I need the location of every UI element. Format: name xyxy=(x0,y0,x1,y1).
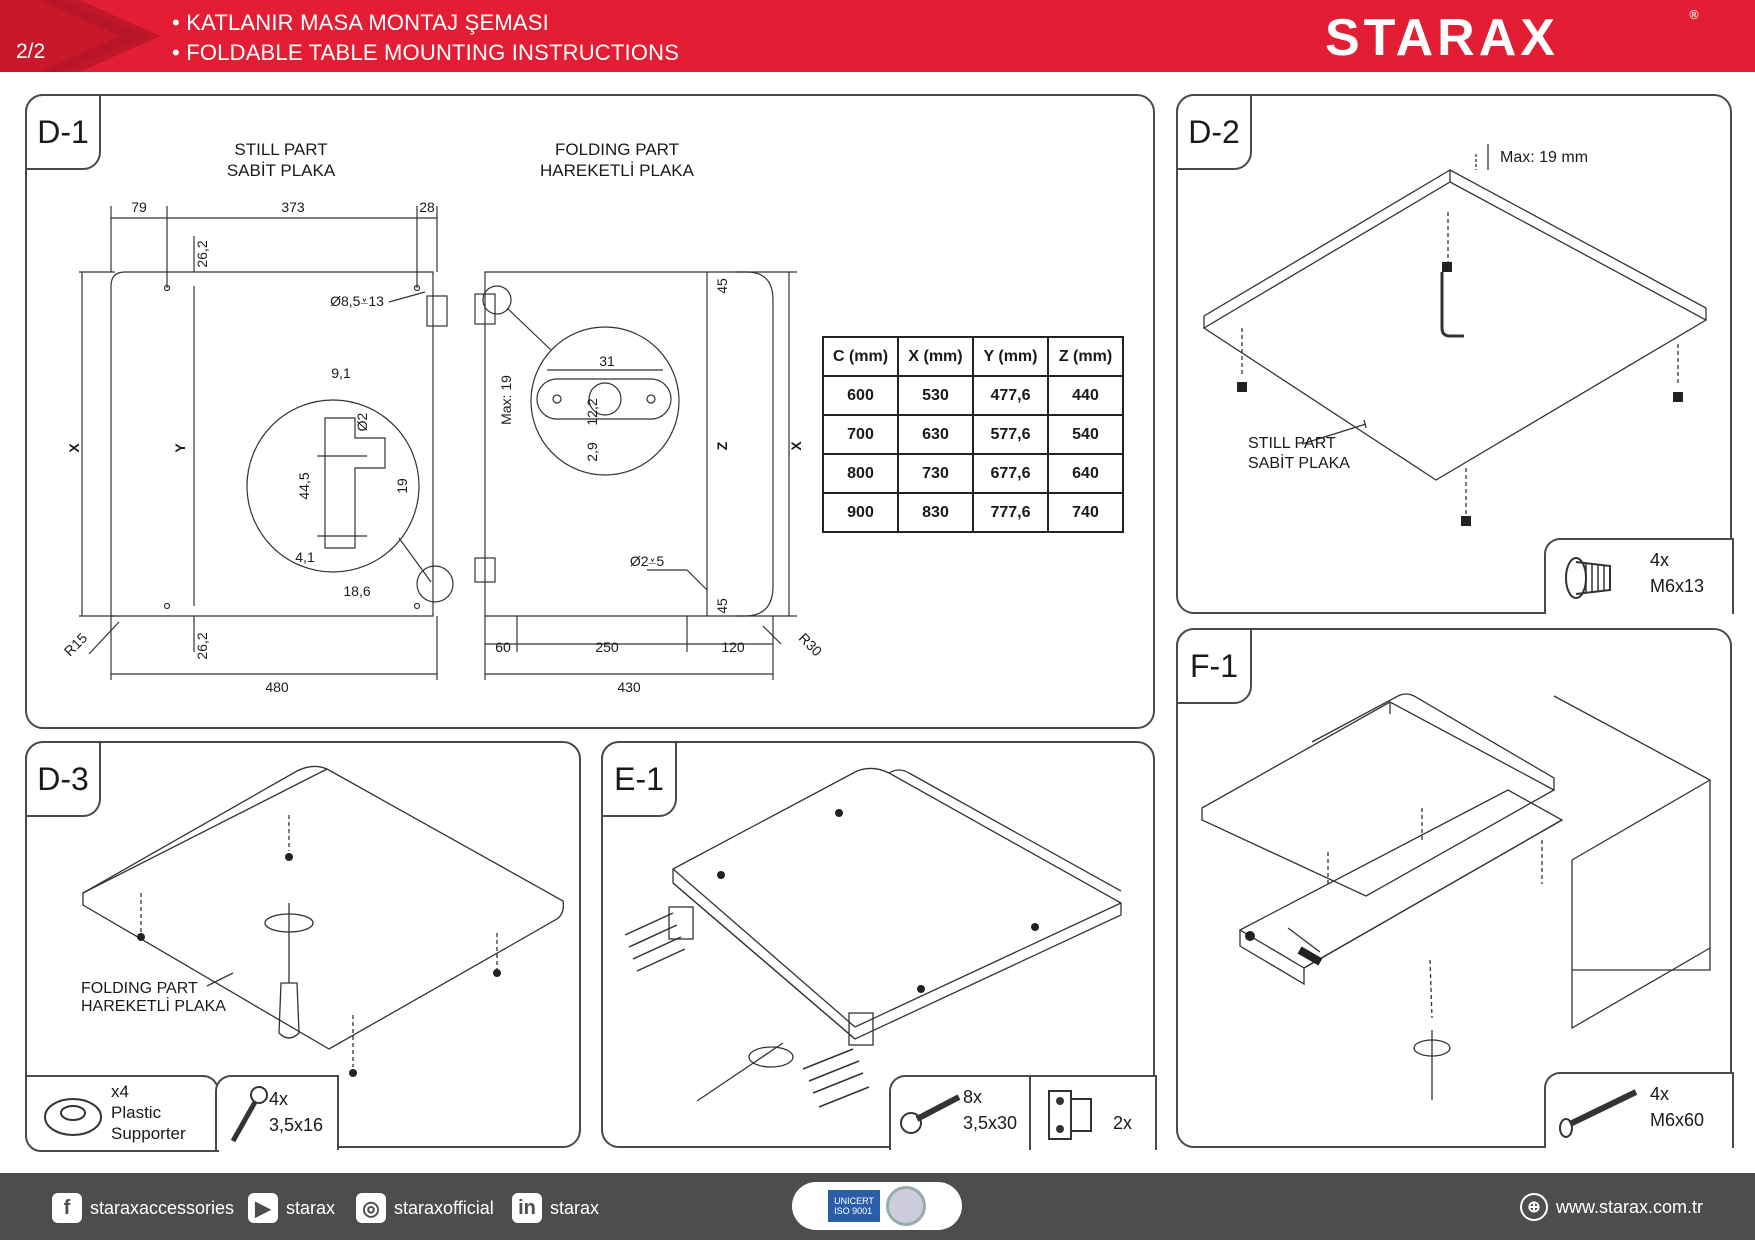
table-cell: 640 xyxy=(1048,454,1123,493)
page-number: 2/2 xyxy=(16,40,46,63)
cert-standard: ISO 9001 xyxy=(834,1206,873,1216)
size-table xyxy=(822,336,1124,533)
dim-x-folding: X xyxy=(788,441,804,451)
table-cell: 777,6 xyxy=(973,493,1048,532)
dim-18-6: 18,6 xyxy=(343,583,371,599)
d2-still-plate-illustration xyxy=(1178,96,1730,612)
panel-e1-label: E-1 xyxy=(601,741,677,817)
youtube-icon: ▶ xyxy=(248,1193,278,1223)
d1-folding-label-en: FOLDING PART xyxy=(554,140,680,159)
dim-31: 31 xyxy=(599,353,615,369)
screw-3-5x30-icon xyxy=(899,1089,963,1139)
dim-373: 373 xyxy=(281,199,305,215)
footer-website[interactable] xyxy=(1520,1193,1703,1221)
dim-28: 28 xyxy=(419,199,435,215)
plastic-supporter-icon xyxy=(39,1091,109,1141)
table-cell: 530 xyxy=(898,376,973,415)
dim-250: 250 xyxy=(595,639,619,655)
certification-badge xyxy=(792,1182,962,1230)
dim-z: Z xyxy=(714,441,730,451)
d3-hw1-qty: x4 xyxy=(111,1082,129,1101)
youtube-handle: starax xyxy=(286,1197,336,1218)
panel-d3 xyxy=(25,741,581,1148)
d3-hw1-name2: Supporter xyxy=(111,1124,186,1143)
panel-d2 xyxy=(1176,94,1732,614)
dim-9-1: 9,1 xyxy=(331,365,351,381)
bolt-m6x13-icon xyxy=(1562,548,1622,608)
e1-hardware-box-hinge xyxy=(1029,1075,1157,1150)
table-cell: 440 xyxy=(1048,376,1123,415)
dim-79: 79 xyxy=(131,199,147,215)
table-cell: 600 xyxy=(823,376,898,415)
cert-name: UNICERT xyxy=(834,1196,874,1206)
size-table-header: C (mm) xyxy=(823,337,898,376)
d3-hardware-box-screw xyxy=(215,1075,339,1150)
table-row xyxy=(823,454,1123,493)
d3-hw2-size: 3,5x16 xyxy=(269,1115,324,1135)
dim-26-2-bottom: 26,2 xyxy=(194,632,210,660)
table-cell: 740 xyxy=(1048,493,1123,532)
table-cell: 477,6 xyxy=(973,376,1048,415)
table-cell: 900 xyxy=(823,493,898,532)
f1-hw-qty: 4x xyxy=(1650,1084,1670,1104)
table-cell: 830 xyxy=(898,493,973,532)
dim-r30: R30 xyxy=(795,629,826,660)
footer-linkedin[interactable] xyxy=(512,1193,599,1223)
d3-part-tr: HAREKETLİ PLAKA xyxy=(81,998,226,1015)
panel-f1-label: F-1 xyxy=(1176,628,1252,704)
d2-part-en: STILL PART xyxy=(1248,435,1336,452)
e1-hw1-size: 3,5x30 xyxy=(963,1113,1018,1133)
dim-r15: R15 xyxy=(60,629,91,660)
facebook-handle: staraxaccessories xyxy=(90,1197,235,1218)
e1-hw2-qty: 2x xyxy=(1113,1113,1133,1133)
d1-folding-label-tr: HAREKETLİ PLAKA xyxy=(539,161,695,180)
dim-44-5: 44,5 xyxy=(296,472,312,500)
title-turkish: • KATLANIR MASA MONTAJ ŞEMASI xyxy=(172,10,549,35)
website-url: www.starax.com.tr xyxy=(1556,1196,1704,1217)
size-table-header-row xyxy=(823,337,1123,376)
table-cell: 540 xyxy=(1048,415,1123,454)
panel-e1 xyxy=(601,741,1155,1148)
dim-12-2: 12,2 xyxy=(584,398,600,426)
dim-60: 60 xyxy=(495,639,511,655)
dim-hole-still: Ø8,5⩡13 xyxy=(330,293,384,309)
dim-26-2-top: 26,2 xyxy=(194,240,210,268)
d2-hw-size: M6x13 xyxy=(1650,576,1705,596)
unicert-box xyxy=(828,1190,880,1222)
d2-hardware-box xyxy=(1544,538,1734,614)
panel-d1-label: D-1 xyxy=(25,94,101,170)
d3-hardware-box-plastic xyxy=(25,1075,219,1152)
dim-hole-folding: Ø2⩡5 xyxy=(629,553,665,569)
dim-y-still: Y xyxy=(172,443,188,453)
d2-part-tr: SABİT PLAKA xyxy=(1248,455,1350,472)
linkedin-icon: in xyxy=(512,1193,542,1223)
screw-3-5x16-icon xyxy=(225,1085,269,1145)
table-row xyxy=(823,493,1123,532)
table-row xyxy=(823,376,1123,415)
f1-hardware-box xyxy=(1544,1072,1734,1148)
panel-f1 xyxy=(1176,628,1732,1148)
dim-45-top: 45 xyxy=(714,278,730,294)
e1-hardware-box-screw xyxy=(889,1075,1033,1150)
page-footer xyxy=(0,1173,1755,1240)
dim-480: 480 xyxy=(265,679,289,695)
dim-4-1: 4,1 xyxy=(295,549,315,565)
size-table-header: Y (mm) xyxy=(973,337,1048,376)
panel-d3-label: D-3 xyxy=(25,741,101,817)
d2-max-thickness: Max: 19 mm xyxy=(1500,149,1589,166)
footer-instagram[interactable] xyxy=(356,1193,494,1223)
dim-max-19: Max: 19 xyxy=(498,375,514,425)
table-cell: 700 xyxy=(823,415,898,454)
registered-mark: ® xyxy=(1688,8,1700,22)
d3-hw1-text xyxy=(111,1081,186,1144)
title-english: • FOLDABLE TABLE MOUNTING INSTRUCTIONS xyxy=(172,40,680,65)
dim-430: 430 xyxy=(617,679,641,695)
instagram-handle: staraxofficial xyxy=(394,1197,494,1218)
linkedin-handle: starax xyxy=(550,1197,600,1218)
globe-icon: ⊕ xyxy=(1520,1193,1548,1221)
panel-d2-label: D-2 xyxy=(1176,94,1252,170)
dim-2-9: 2,9 xyxy=(584,442,600,462)
table-cell: 730 xyxy=(898,454,973,493)
d3-part-en: FOLDING PART xyxy=(81,980,198,997)
hinge-icon xyxy=(1041,1085,1101,1145)
footer-youtube[interactable] xyxy=(248,1193,335,1223)
table-row xyxy=(823,415,1123,454)
cert-seal-icon xyxy=(886,1186,926,1226)
dim-120: 120 xyxy=(721,639,745,655)
d1-still-label-en: STILL PART xyxy=(234,140,328,159)
bolt-m6x60-icon xyxy=(1554,1080,1644,1140)
brand-logo: STARAX xyxy=(1325,9,1559,67)
dim-o2: Ø2 xyxy=(354,412,370,432)
facebook-icon: f xyxy=(52,1193,82,1223)
size-table-header: Z (mm) xyxy=(1048,337,1123,376)
f1-hw-size: M6x60 xyxy=(1650,1110,1705,1130)
size-table-header: X (mm) xyxy=(898,337,973,376)
d3-hw2-qty: 4x xyxy=(269,1089,289,1109)
d1-still-label-tr: SABİT PLAKA xyxy=(226,161,336,180)
instagram-icon: ◎ xyxy=(356,1193,386,1223)
table-cell: 800 xyxy=(823,454,898,493)
table-cell: 577,6 xyxy=(973,415,1048,454)
dim-45-bottom: 45 xyxy=(714,598,730,614)
f1-drawer-mounting-illustration xyxy=(1178,630,1730,1146)
dim-x-still: X xyxy=(66,443,82,453)
dim-19: 19 xyxy=(394,478,410,494)
table-cell: 677,6 xyxy=(973,454,1048,493)
d3-hw1-name1: Plastic xyxy=(111,1103,162,1122)
table-cell: 630 xyxy=(898,415,973,454)
page-header xyxy=(0,0,1755,72)
d2-hw-qty: 4x xyxy=(1650,550,1670,570)
e1-hw1-qty: 8x xyxy=(963,1087,983,1107)
footer-facebook[interactable] xyxy=(52,1193,234,1223)
